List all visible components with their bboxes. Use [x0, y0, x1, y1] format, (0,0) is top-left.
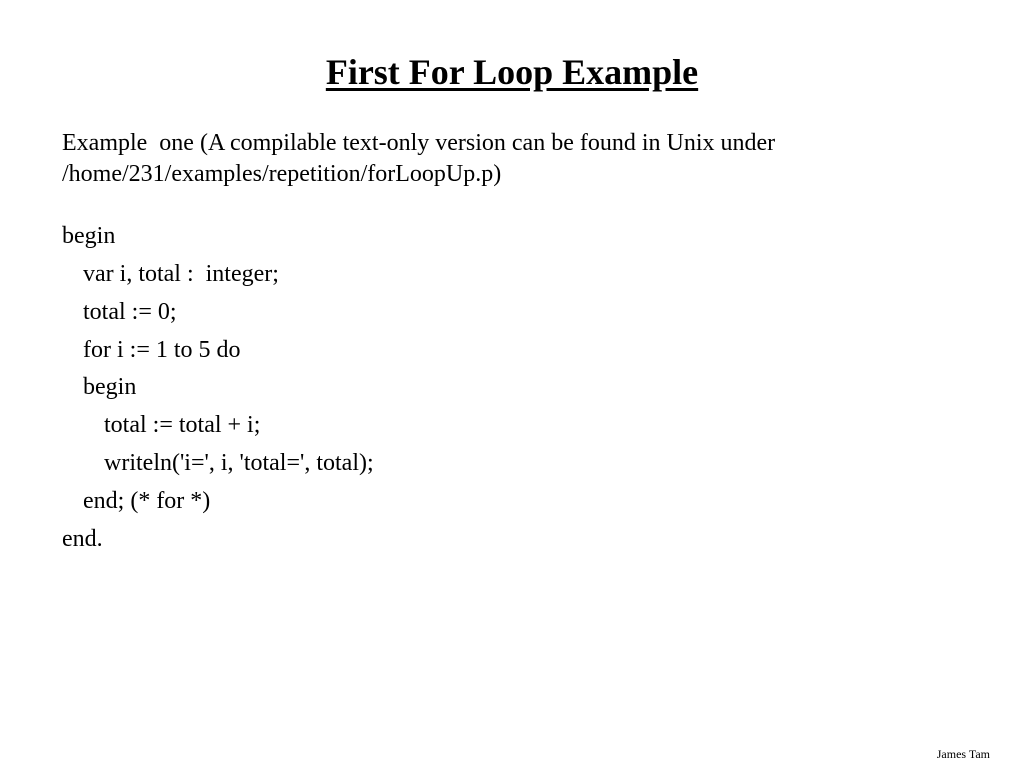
intro-paragraph [62, 128, 962, 190]
code-line: total := total + i; [104, 412, 261, 439]
intro-line: /home/231/examples/repetition/forLoopUp.p) [62, 161, 502, 187]
code-line: begin [83, 374, 137, 401]
intro-line: Example one (A compilable text-only version can be found in Unix under [62, 130, 776, 156]
footer-author: James Tam [936, 747, 990, 761]
code-line: end; (* for *) [83, 487, 211, 514]
code-line: end. [62, 525, 103, 552]
code-line: var i, total : integer; [83, 261, 279, 287]
code-line: writeln('i=', i, 'total=', total); [104, 449, 374, 476]
slide-title: First For Loop Example [325, 52, 699, 92]
code-line: begin [62, 223, 116, 249]
code-line: for i := 1 to 5 do [83, 336, 241, 363]
code-line: total := 0; [83, 298, 177, 325]
code-listing [62, 220, 374, 560]
